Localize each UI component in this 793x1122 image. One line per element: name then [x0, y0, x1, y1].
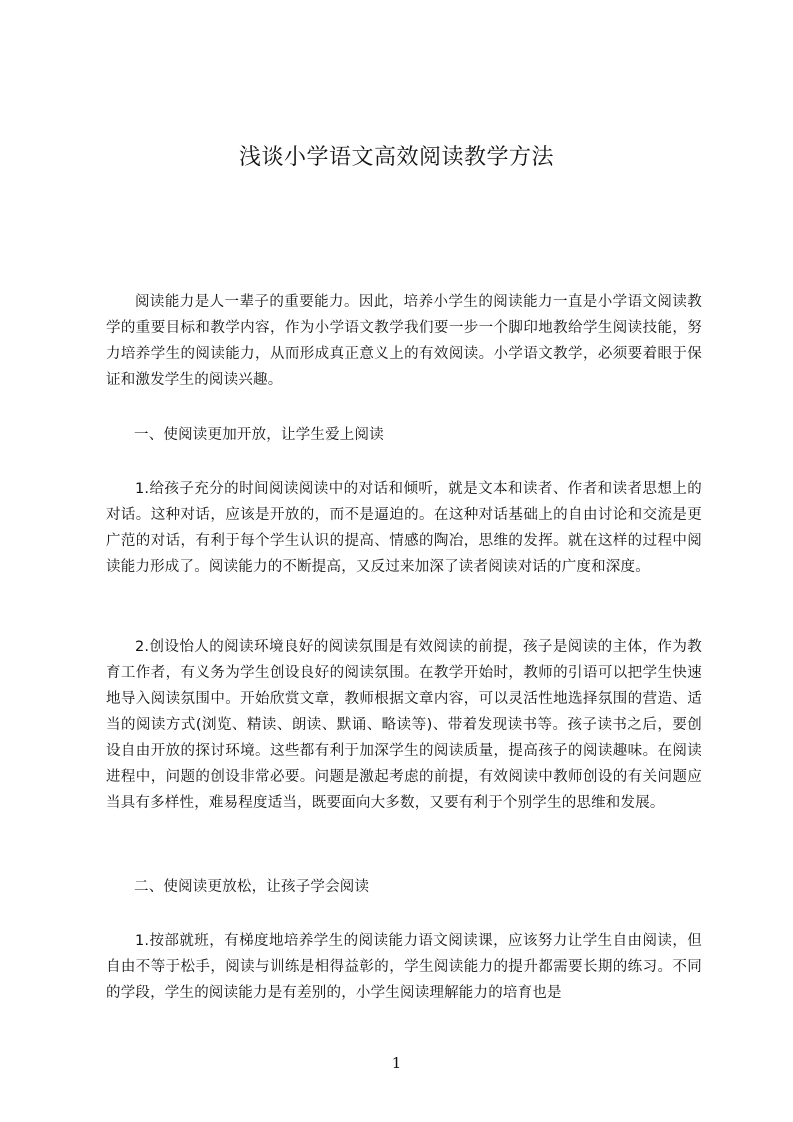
document-title: 浅谈小学语文高效阅读教学方法 — [238, 145, 554, 170]
page-number: 1 — [391, 1054, 402, 1072]
section-heading-2: 二、使阅读更放松，让孩子学会阅读 — [134, 879, 370, 895]
intro-paragraph: 阅读能力是人一辈子的重要能力。因此，培养小学生的阅读能力一直是小学语文阅读教学的重要目标和教学内容，作为小学语文教学我们要一步一个脚印地教给学生阅读技能，努力培养学生的阅读能力，从而形成真正意义上的有效阅读。小学语文教学，必须要着眼于保证和激发学生的阅读兴趣。 — [106, 294, 702, 388]
section-heading-1: 一、使阅读更加开放，让学生爱上阅读 — [134, 427, 384, 443]
section1-paragraph-2: 2.创设怡人的阅读环境良好的阅读氛围是有效阅读的前提，孩子是阅读的主体，作为教育工作者，有义务为学生创设良好的阅读氛围。在教学开始时，教师的引语可以把学生快速地导入阅读氛围中。开始欣赏文章，教师根据文章内容，可以灵活性地选择氛围的营造、适当的阅读方式(浏览、精读、朗读、默诵、略读等)、带着发现读书等。孩子读书之后，要创设自由开放的探讨环境。这些都有利于加深学生的阅读质量，提高孩子的阅读趣味。在阅读进程中，问题的创设非常必要。问题是激起考虑的前提，有效阅读中教师创设的有关问题应当具有多样性，难易程度适当，既要面向大多数，又要有利于个别学生的思维和发展。 — [106, 639, 702, 811]
section1-paragraph-1: 1.给孩子充分的时间阅读阅读中的对话和倾听，就是文本和读者、作者和读者思想上的对话。这种对话，应该是开放的，而不是逼迫的。在这种对话基础上的自由讨论和交流是更广范的对话，有利于每个学生认识的提高、情感的陶冶，思维的发挥。就在这样的过程中阅读能力形成了。阅读能力的不断提高，又反过来加深了读者阅读对话的广度和深度。 — [106, 481, 702, 575]
section2-paragraph-1: 1.按部就班，有梯度地培养学生的阅读能力语文阅读课，应该努力让学生自由阅读，但自由不等于松手，阅读与训练是相得益彰的，学生阅读能力的提升都需要长期的练习。不同的学段，学生的阅读能力是有差别的，小学生阅读理解能力的培育也是 — [106, 933, 702, 1001]
